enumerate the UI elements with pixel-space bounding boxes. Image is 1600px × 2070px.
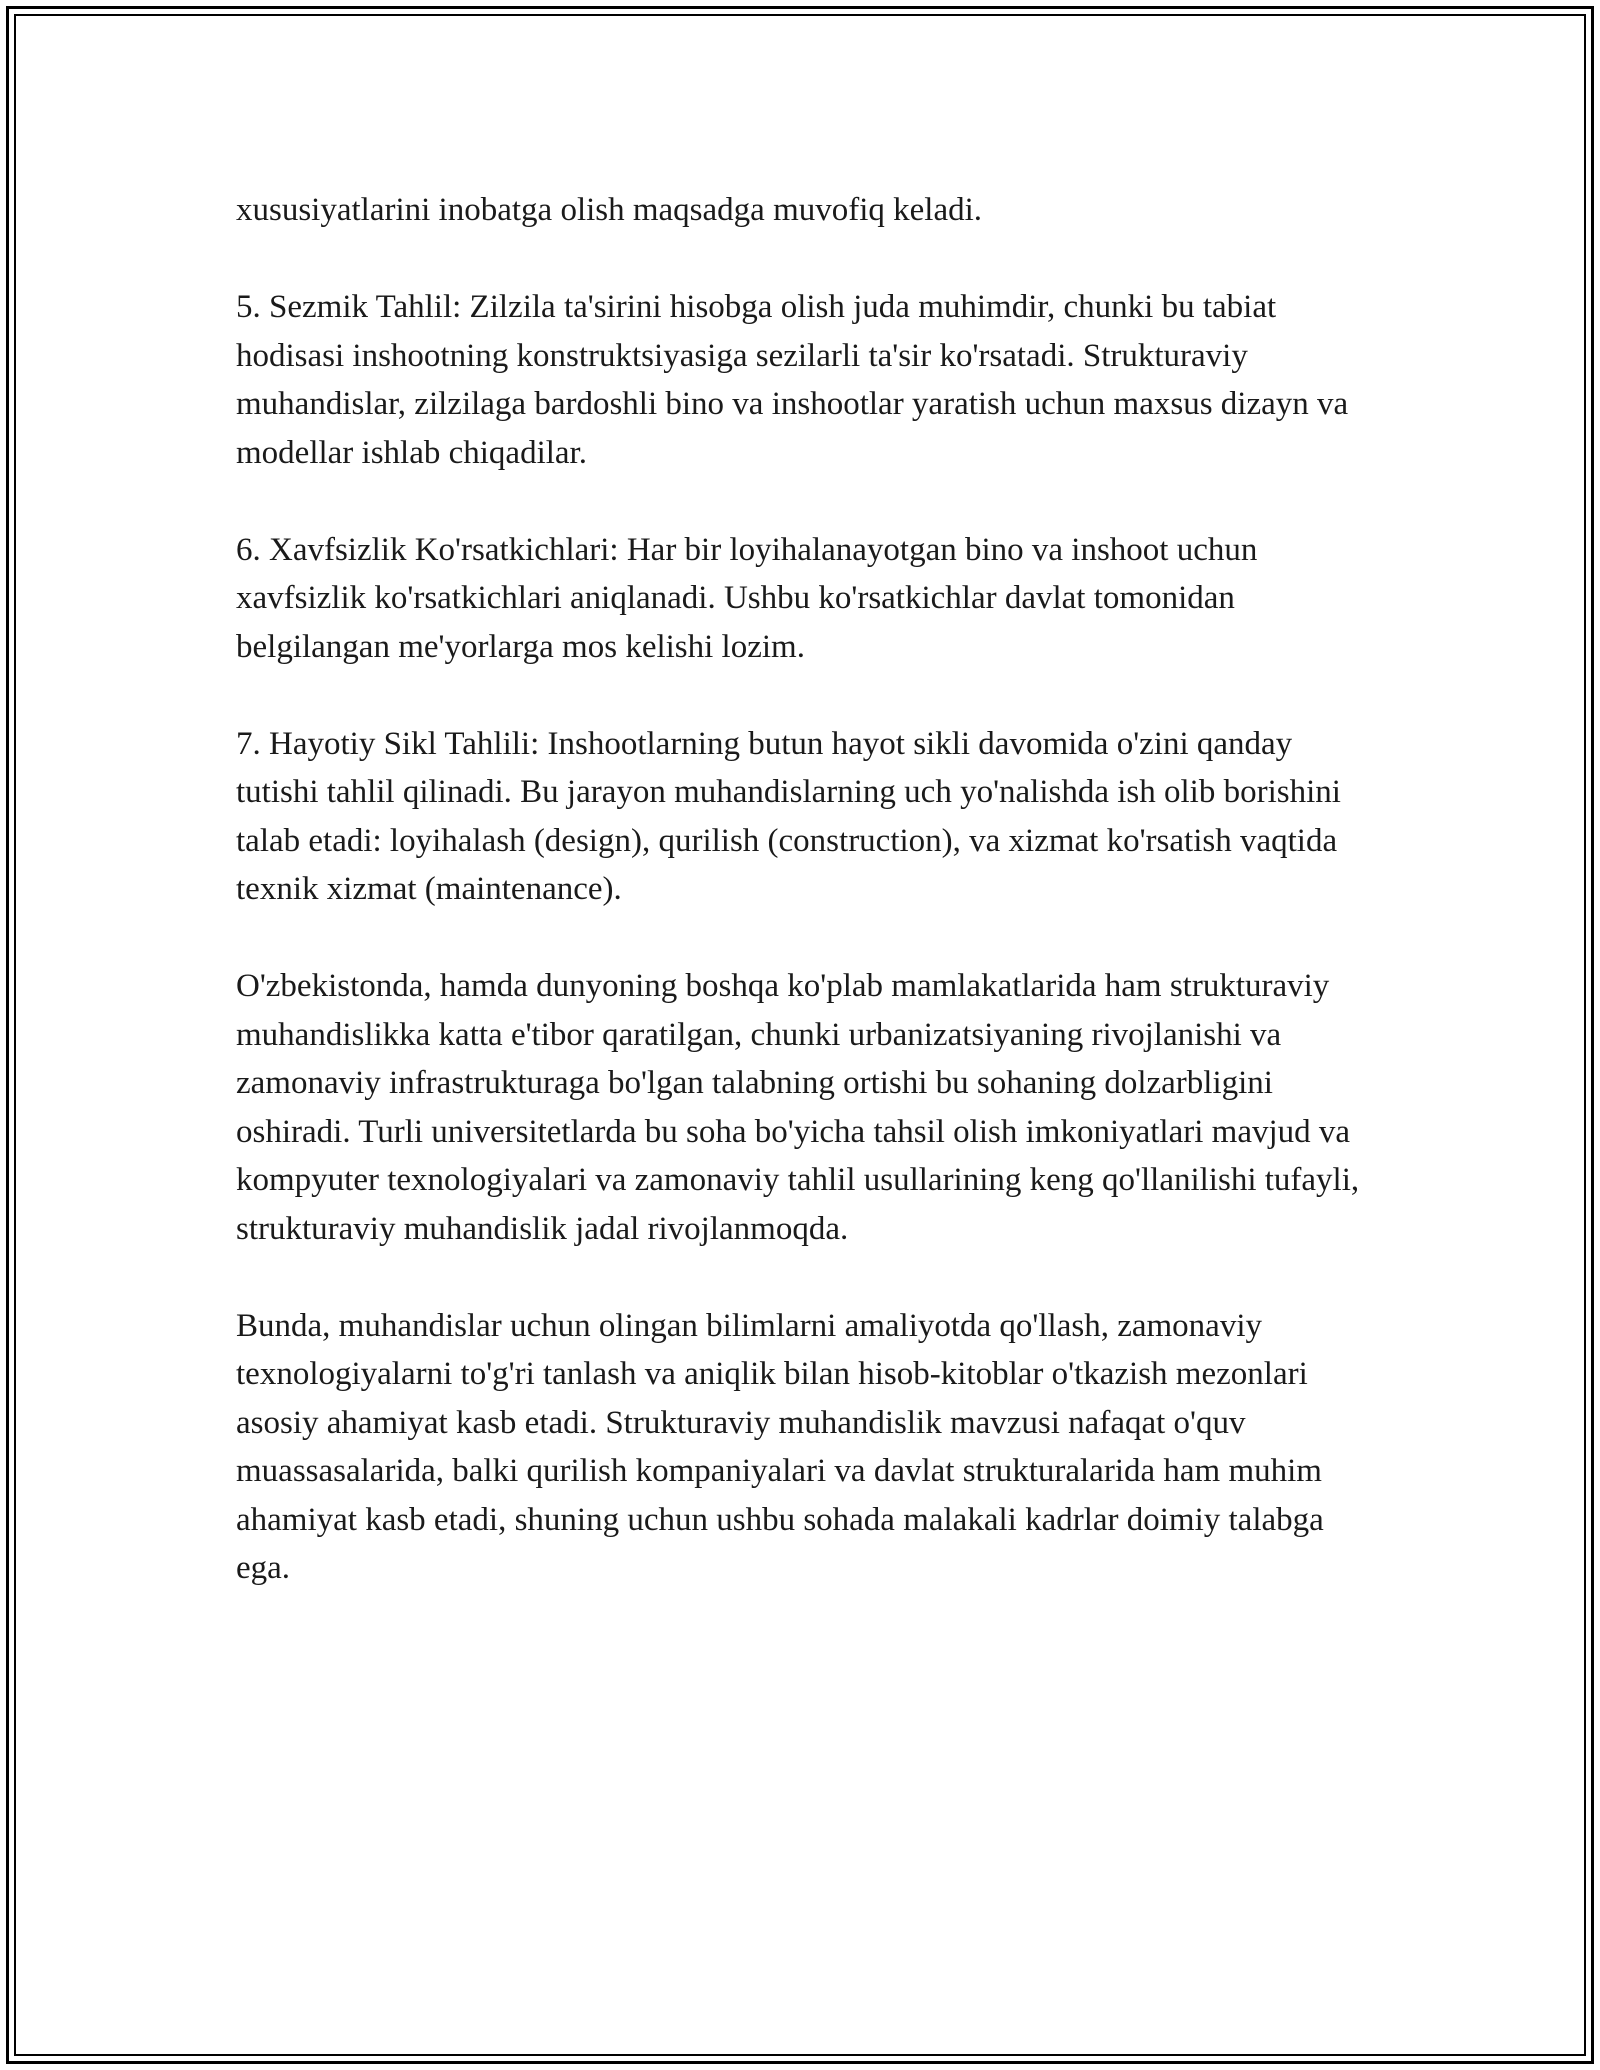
- document-body: [236, 186, 1376, 1641]
- paragraph-uzbekistan: O'zbekistonda, hamda dunyoning boshqa ko'plab mamlakatlarida ham strukturaviy muhandislikka katta e'tibor qaratilgan, chunki urbanizatsiyaning rivojlanishi va zamonaviy infrastrukturaga bo'lgan talabning ortishi bu sohaning dolzarbligini oshiradi. Turli universitetlarda bu soha bo'yicha tahsil olish imkoniyatlari mavjud va kompyuter texnologiyalari va zamonaviy tahlil usullarining keng qo'llanilishi tufayli, strukturaviy muhandislik jadal rivojlanmoqda.: [236, 968, 1360, 1247]
- paragraph-safety-indicators: 6. Xavfsizlik Ko'rsatkichlari: Har bir loyihalanayotgan bino va inshoot uchun xavfsizlik ko'rsatkichlari aniqlanadi. Ushbu ko'rsatkichlar davlat tomonidan belgilangan me'yorlarga mos kelishi lozim.: [236, 531, 1258, 665]
- paragraph-life-cycle-analysis: 7. Hayotiy Sikl Tahlili: Inshootlarning butun hayot sikli davomida o'zini qanday tutishi tahlil qilinadi. Bu jarayon muhandislarning uch yo'nalishda ish olib borishini talab etadi: loyihalash (design), qurilish (construction), va xizmat ko'rsatish vaqtida texnik xizmat (maintenance).: [236, 725, 1341, 907]
- paragraph-seismic-analysis: 5. Sezmik Tahlil: Zilzila ta'sirini hisobga olish juda muhimdir, chunki bu tabiat hodisasi inshootning konstruktsiyasiga sezilarli ta'sir ko'rsatadi. Strukturaviy muhandislar, zilzilaga bardoshli bino va inshootlar yaratish uchun maxsus dizayn va modellar ishlab chiqadilar.: [236, 289, 1349, 471]
- paragraph-intro-continuation: xususiyatlarini inobatga olish maqsadga muvofiq keladi.: [236, 192, 983, 228]
- paragraph-conclusion: Bunda, muhandislar uchun olingan bilimlarni amaliyotda qo'llash, zamonaviy texnologiyalarni to'g'ri tanlash va aniqlik bilan hisob-kitoblar o'tkazish mezonlari asosiy ahamiyat kasb etadi. Strukturaviy muhandislik mavzusi nafaqat o'quv muassasalarida, balki qurilish kompaniyalari va davlat strukturalarida ham muhim ahamiyat kasb etadi, shuning uchun ushbu sohada malakali kadrlar doimiy talabga ega.: [236, 1307, 1324, 1586]
